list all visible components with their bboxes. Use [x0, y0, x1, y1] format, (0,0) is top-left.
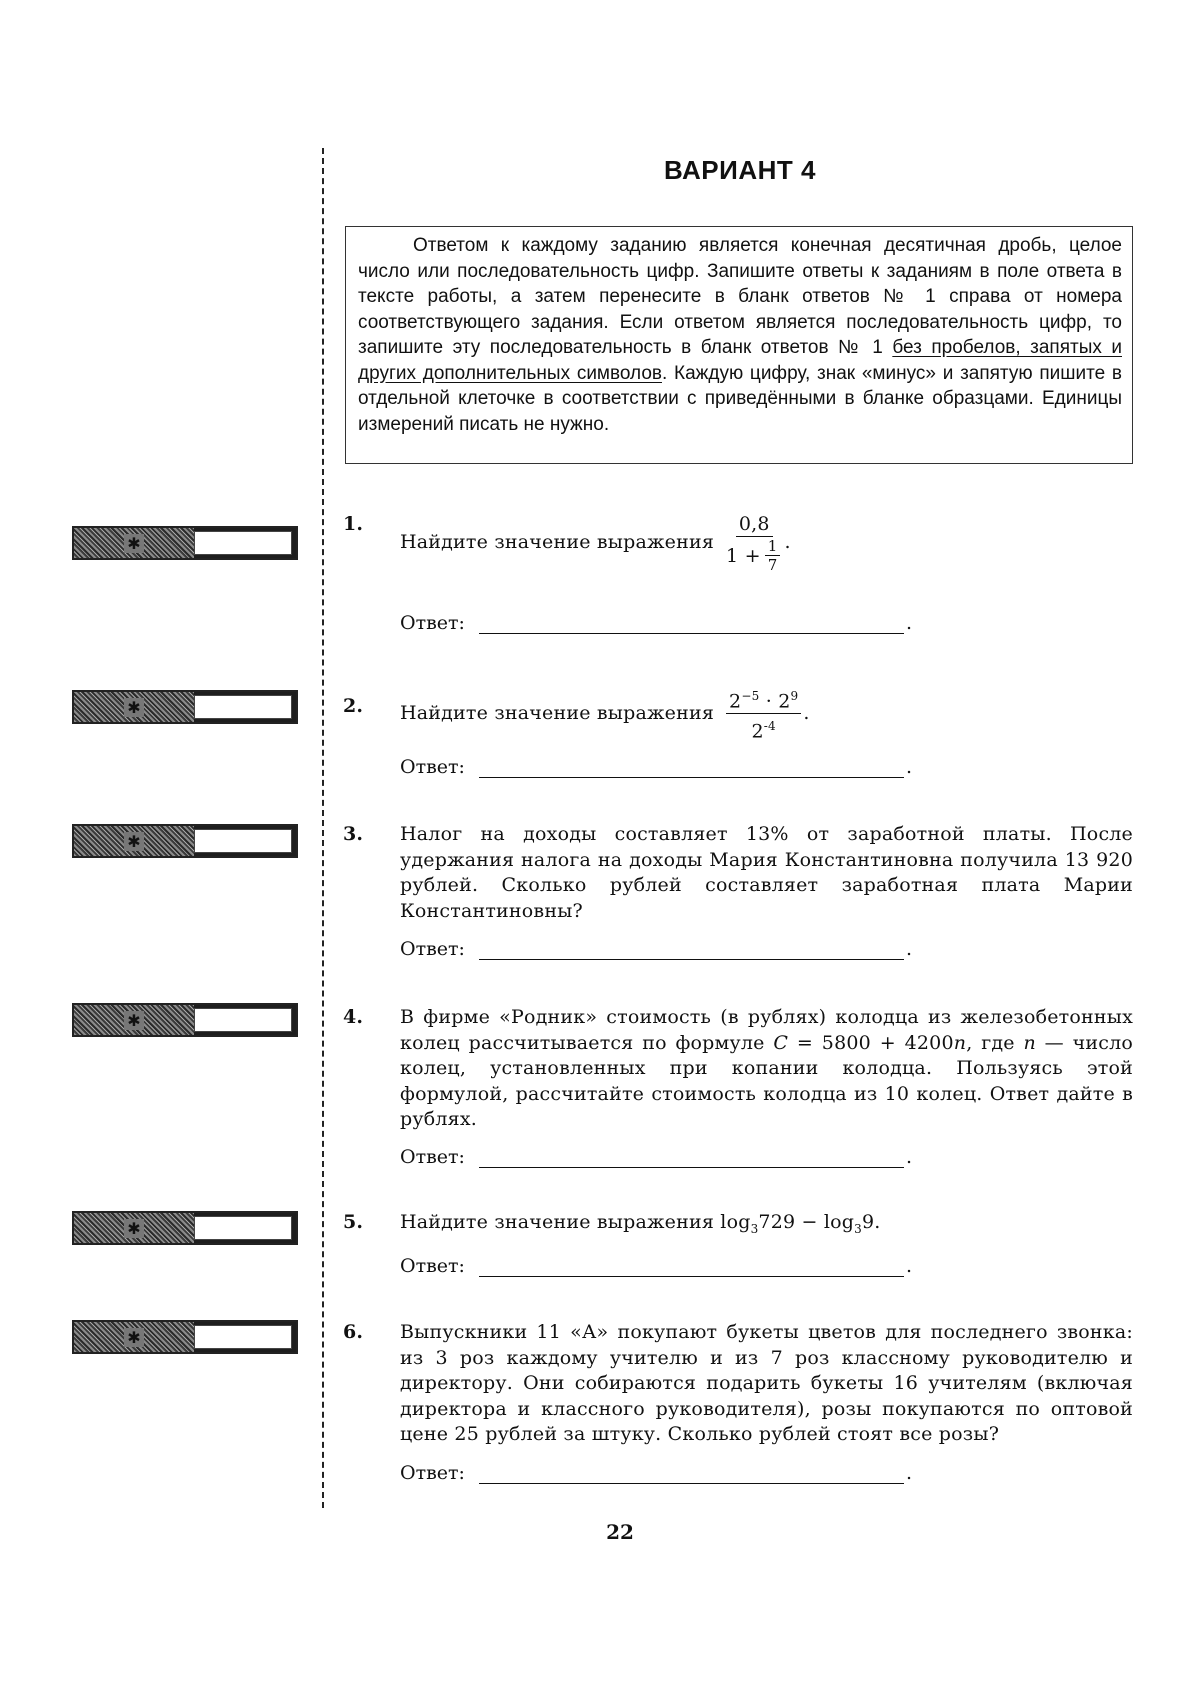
- answer-label: Ответ:: [400, 1255, 465, 1277]
- task-number: 1.: [343, 513, 364, 535]
- task-2: 2. Найдите значение выражения $\frac{2^{-5} \cdot 2^9}{2^{-4}}$ .: [343, 684, 1133, 744]
- answer-label: Ответ:: [400, 612, 465, 634]
- answer-row-6: Ответ: .: [400, 1462, 912, 1484]
- marker-pattern: [74, 528, 194, 558]
- answer-box-1[interactable]: [194, 531, 292, 555]
- marker-icon: ✱: [124, 698, 143, 717]
- answer-field-6[interactable]: [479, 1463, 904, 1484]
- answer-marker-5: [72, 1211, 298, 1245]
- answer-row-3: Ответ: .: [400, 938, 912, 960]
- task-text: Найдите значение выражения $\log_3729 - \log_39$.: [400, 1211, 881, 1236]
- task-number: 3.: [343, 823, 364, 845]
- marker-pattern: [74, 692, 194, 722]
- task-5: [343, 1210, 1133, 1242]
- task-1: 1. Найдите значение выражения 0,8 1 + $\frac{1}{7}$ .: [343, 513, 791, 574]
- page-title: ВАРИАНТ 4: [664, 155, 816, 185]
- answer-marker-2: [72, 690, 298, 724]
- answer-field-1[interactable]: [479, 613, 904, 634]
- marker-icon: ✱: [124, 534, 143, 553]
- task-number: 4.: [343, 1006, 364, 1028]
- answer-field-4[interactable]: [479, 1147, 904, 1168]
- marker-pattern: [74, 1213, 194, 1243]
- answer-box-6[interactable]: [194, 1325, 292, 1349]
- fraction-expression: $\frac{2^{-5} \cdot 2^9}{2^{-4}}$: [726, 684, 801, 744]
- task-text: В фирме «Родник» стоимость (в рублях) колодца из железобетонных колец рассчитывается по формуле C = 5800 + 4200n, где n — число колец, установленных при копании колодца. Пользуясь этой формулой, рассчитайте стоимость колодца из 10 колец. Ответ дайте в рублях.: [400, 1006, 1133, 1130]
- answer-box-4[interactable]: [194, 1008, 292, 1032]
- marker-icon: ✱: [124, 832, 143, 851]
- task-text: Найдите значение выражения: [400, 702, 715, 725]
- task-text: Налог на доходы составляет 13% от заработной платы. После удержания налога на доходы Мария Константиновна получила 13 920 рублей. Сколько рублей составляет заработная плата Марии Константиновны?: [400, 823, 1133, 922]
- task-number: 6.: [343, 1321, 364, 1343]
- answer-marker-1: [72, 526, 298, 560]
- task-4: [343, 1005, 1133, 1133]
- marker-pattern: [74, 1322, 194, 1352]
- answer-box-3[interactable]: [194, 829, 292, 853]
- task-number: 2.: [343, 695, 364, 717]
- instructions-text: Ответом к каждому заданию является конечная десятичная дробь, целое число или последовательность цифр. Запишите ответы к заданиям в поле ответа в тексте работы, а затем перенесите в бланк ответов № 1 справа от номера соответствующего задания. Если ответом является последовательность цифр, то запишите эту последовательность в бланк ответов № 1 без пробелов, запятых и других дополнительных символов. Каждую цифру, знак «минус» и запятую пишите в отдельной клеточке в соответствии с приведёнными в бланке образцами. Единицы измерений писать не нужно.: [358, 235, 1122, 435]
- answer-label: Ответ:: [400, 938, 465, 960]
- task-number: 5.: [343, 1211, 364, 1233]
- answer-field-5[interactable]: [479, 1256, 904, 1277]
- answer-field-2[interactable]: [479, 757, 904, 778]
- cut-line: [322, 148, 324, 1508]
- answer-box-2[interactable]: [194, 695, 292, 719]
- answer-marker-4: [72, 1003, 298, 1037]
- answer-box-5[interactable]: [194, 1216, 292, 1240]
- answer-marker-3: [72, 824, 298, 858]
- answer-row-1: Ответ: .: [400, 612, 912, 634]
- answer-marker-6: [72, 1320, 298, 1354]
- task-text: Найдите значение выражения: [400, 531, 715, 554]
- marker-icon: ✱: [124, 1219, 143, 1238]
- page-number: 22: [606, 1520, 634, 1544]
- answer-row-2: Ответ: .: [400, 756, 912, 778]
- marker-pattern: [74, 826, 194, 856]
- answer-label: Ответ:: [400, 1146, 465, 1168]
- fraction-expression: 0,8 1 + $\frac{1}{7}$: [726, 512, 782, 574]
- task-text: Выпускники 11 «А» покупают букеты цветов для последнего звонка: из 3 роз каждому учителю и из 7 роз классному руководителю и директору. Они собираются подарить букеты 16 учителям (включая директора и классного руководителя), розы покупаются по оптовой цене 25 рублей за штуку. Сколько рублей стоят все розы?: [400, 1321, 1133, 1445]
- answer-row-4: Ответ: .: [400, 1146, 912, 1168]
- instructions-underlined: без пробелов, запятых и других дополнительных символов: [358, 337, 1122, 384]
- marker-pattern: [74, 1005, 194, 1035]
- instructions-box: [345, 226, 1133, 464]
- answer-label: Ответ:: [400, 756, 465, 778]
- task-6: [343, 1320, 1133, 1448]
- answer-label: Ответ:: [400, 1462, 465, 1484]
- inner-fraction: $\frac{1}{7}$: [765, 537, 781, 574]
- marker-icon: ✱: [124, 1328, 143, 1347]
- answer-field-3[interactable]: [479, 939, 904, 960]
- marker-icon: ✱: [124, 1011, 143, 1030]
- answer-row-5: Ответ: .: [400, 1255, 912, 1277]
- task-3: [343, 822, 1133, 924]
